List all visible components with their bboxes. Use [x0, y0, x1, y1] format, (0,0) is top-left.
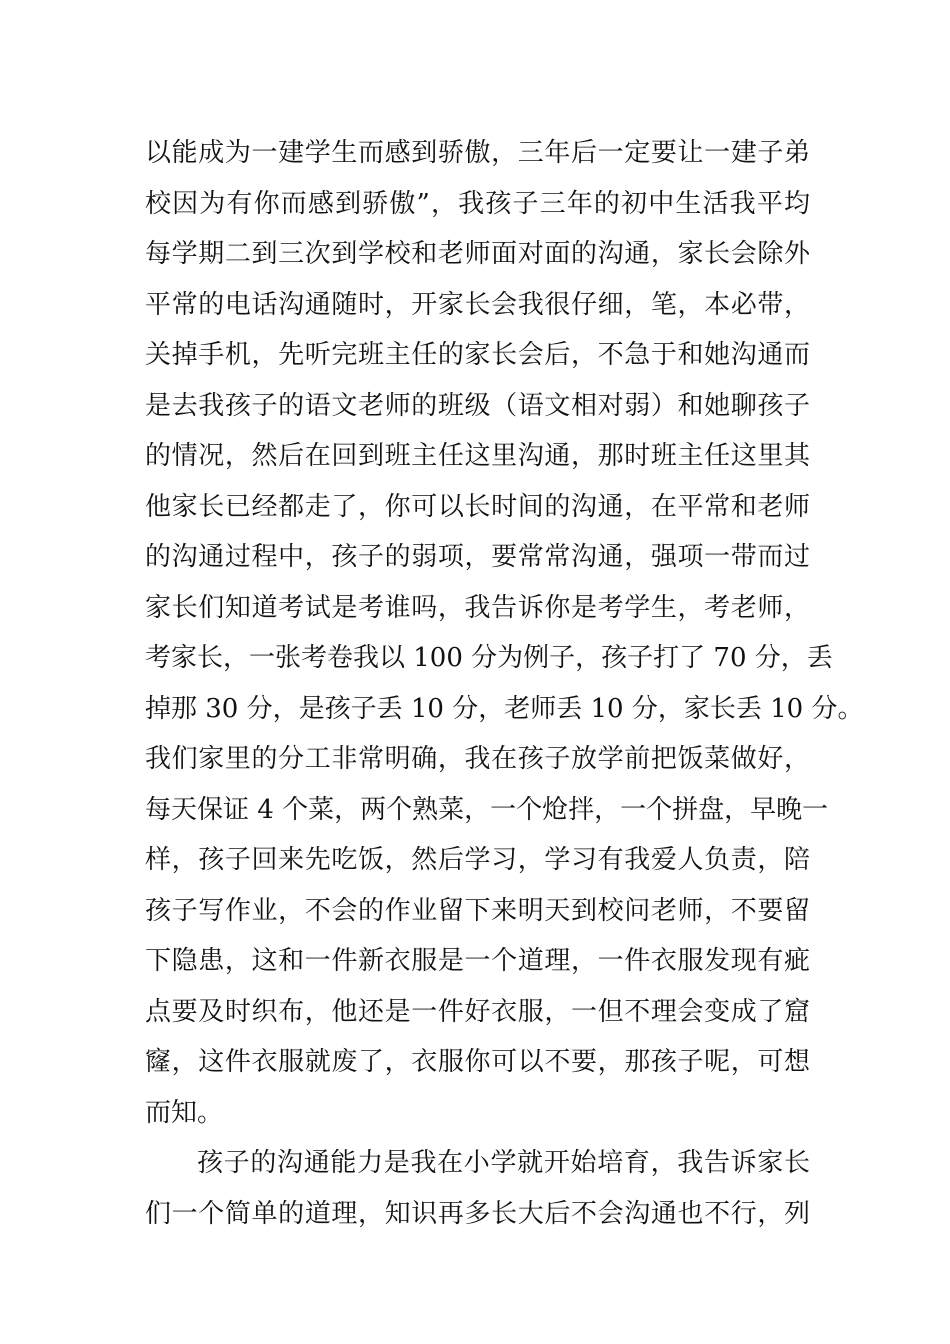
- text-line: 每学期二到三次到学校和老师面对面的沟通，家长会除外: [145, 239, 810, 269]
- text-line: 以能成为一建学生而感到骄傲，三年后一定要让一建子弟: [145, 138, 810, 168]
- text-line: 每天保证 4 个菜，两个熟菜，一个炝拌，一个拼盘，早晚一: [145, 794, 829, 825]
- body-text: [145, 128, 864, 1239]
- text-line: 关掉手机，先听完班主任的家长会后，不急于和她沟通而: [145, 340, 810, 370]
- text-line: 的沟通过程中，孩子的弱项，要常常沟通，强项一带而过: [145, 542, 810, 572]
- text-line: 的情况，然后在回到班主任这里沟通，那时班主任这里其: [145, 441, 810, 471]
- text-line: 他家长已经都走了，你可以长时间的沟通，在平常和老师: [145, 491, 810, 522]
- text-line: 家长们知道考试是考谁吗，我告诉你是考学生，考老师，: [145, 592, 810, 623]
- text-line: 平常的电话沟通随时，开家长会我很仔细，笔，本必带，: [145, 289, 810, 320]
- text-line: 校因为有你而感到骄傲”，我孩子三年的初中生活我平均: [145, 188, 810, 219]
- text-line: 孩子的沟通能力是我在小学就开始培育，我告诉家长: [197, 1148, 810, 1178]
- text-line: 们一个简单的道理，知识再多长大后不会沟通也不行，列: [145, 1198, 810, 1229]
- text-line: 掉那 30 分，是孩子丢 10 分，老师丢 10 分，家长丢 10 分。: [145, 693, 864, 724]
- text-line: 窿，这件衣服就废了，衣服你可以不要，那孩子呢，可想: [145, 1047, 810, 1077]
- text-line: 孩子写作业，不会的作业留下来明天到校问老师，不要留: [145, 895, 810, 926]
- text-line: 而知。: [145, 1097, 224, 1128]
- text-line: 点要及时织布，他还是一件好衣服，一但不理会变成了窟: [145, 996, 810, 1027]
- text-line: 样，孩子回来先吃饭，然后学习，学习有我爱人负责，陪: [145, 845, 810, 875]
- text-line: 考家长，一张考卷我以 100 分为例子，孩子打了 70 分，丢: [145, 643, 833, 673]
- text-line: 是去我孩子的语文老师的班级（语文相对弱）和她聊孩子: [145, 390, 810, 421]
- text-line: 下隐患，这和一件新衣服是一个道理，一件衣服发现有疵: [145, 946, 810, 976]
- text-line: 我们家里的分工非常明确，我在孩子放学前把饭菜做好，: [145, 744, 810, 774]
